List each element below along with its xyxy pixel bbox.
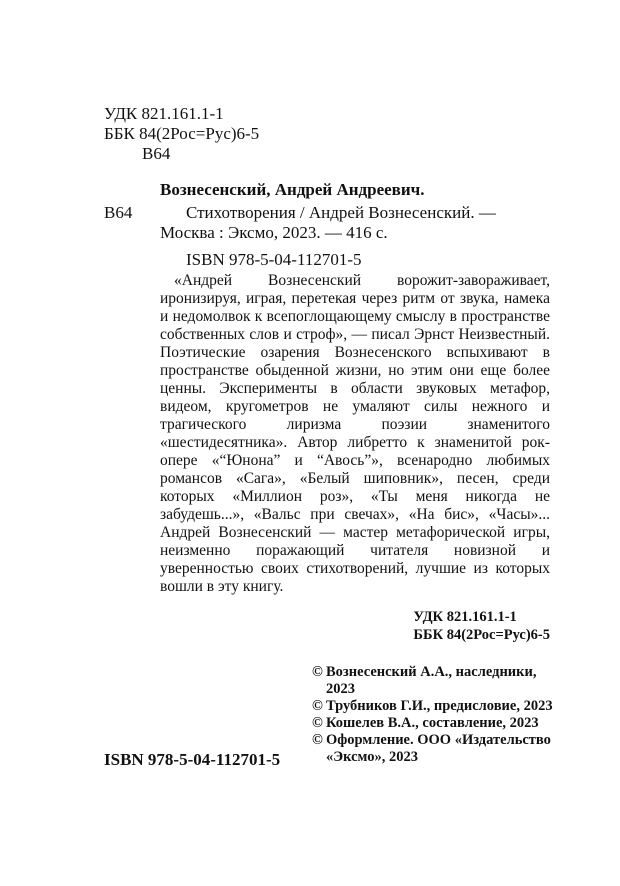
udk-code-bottom: УДК 821.161.1-1 (413, 609, 517, 625)
copyright-sign: © (312, 698, 323, 714)
copyright-text: Кошелев В.А., составление, 2023 (326, 715, 539, 731)
copyright-text: Трубников Г.И., предисловие, 2023 (326, 698, 553, 714)
copyright-item (312, 698, 562, 715)
copyright-sign: © (312, 715, 323, 731)
copyright-item (312, 664, 562, 698)
bbk-code: ББК 84(2Рос=Рус)6-5 (104, 124, 260, 143)
title-line-2: Москва : Эксмо, 2023. — 416 с. (160, 223, 388, 242)
bbk-code-bottom: ББК 84(2Рос=Рус)6-5 (413, 627, 550, 643)
isbn-footer: ISBN 978-5-04-112701-5 (104, 750, 281, 769)
author-mark: В64 (104, 203, 133, 222)
copyright-text: Вознесенский А.А., наследники, 2023 (326, 664, 537, 697)
author-heading: Вознесенский, Андрей Андреевич. (160, 180, 425, 199)
copyright-item (312, 715, 562, 732)
title-line-1: Стихотворения / Андрей Вознесенский. — (186, 203, 496, 222)
copyright-item (312, 732, 562, 766)
isbn-record: ISBN 978-5-04-112701-5 (186, 250, 362, 269)
abstract-text: «Андрей Вознесенский ворожит-завораживает, иронизируя, играя, перетекая через ритм от звука, намека и недомолвок к всепоглощающему смыслу в пространстве собственных слов и строф», — писал Эрнст Неизвестный. Поэтические озарения Вознесенского вспыхивают в пространстве обыденной жизни, но этим они еще более ценны. Эксперименты в области звуковых метафор, видеом, кругометров не умаляют силы нежного и трагического лиризма поэзии знаменитого «шестидесятника». Автор либретто к знаменитой рок-опере «“Юнона” и “Авось”», всенародно любимых романсов «Сага», «Белый шиповник», песен, среди которых «Миллион роз», «Ты меня никогда не забудешь...», «Вальс при свечах», «На бис», «Часы»... Андрей Вознесенский — мастер метафорической игры, неизменно поражающий читателя новизной и уверенностью своих стихотворений, лучшие из которых вошли в эту книгу. (160, 272, 550, 595)
udk-code: УДК 821.161.1-1 (104, 104, 224, 123)
copyright-sign: © (312, 664, 323, 680)
codes-block (413, 608, 550, 644)
copyright-sign: © (312, 732, 323, 748)
copyright-text: Оформление. ООО «Издательство «Эксмо», 2023 (326, 732, 551, 765)
author-mark-top: В64 (142, 144, 171, 163)
copyright-block (312, 664, 562, 766)
